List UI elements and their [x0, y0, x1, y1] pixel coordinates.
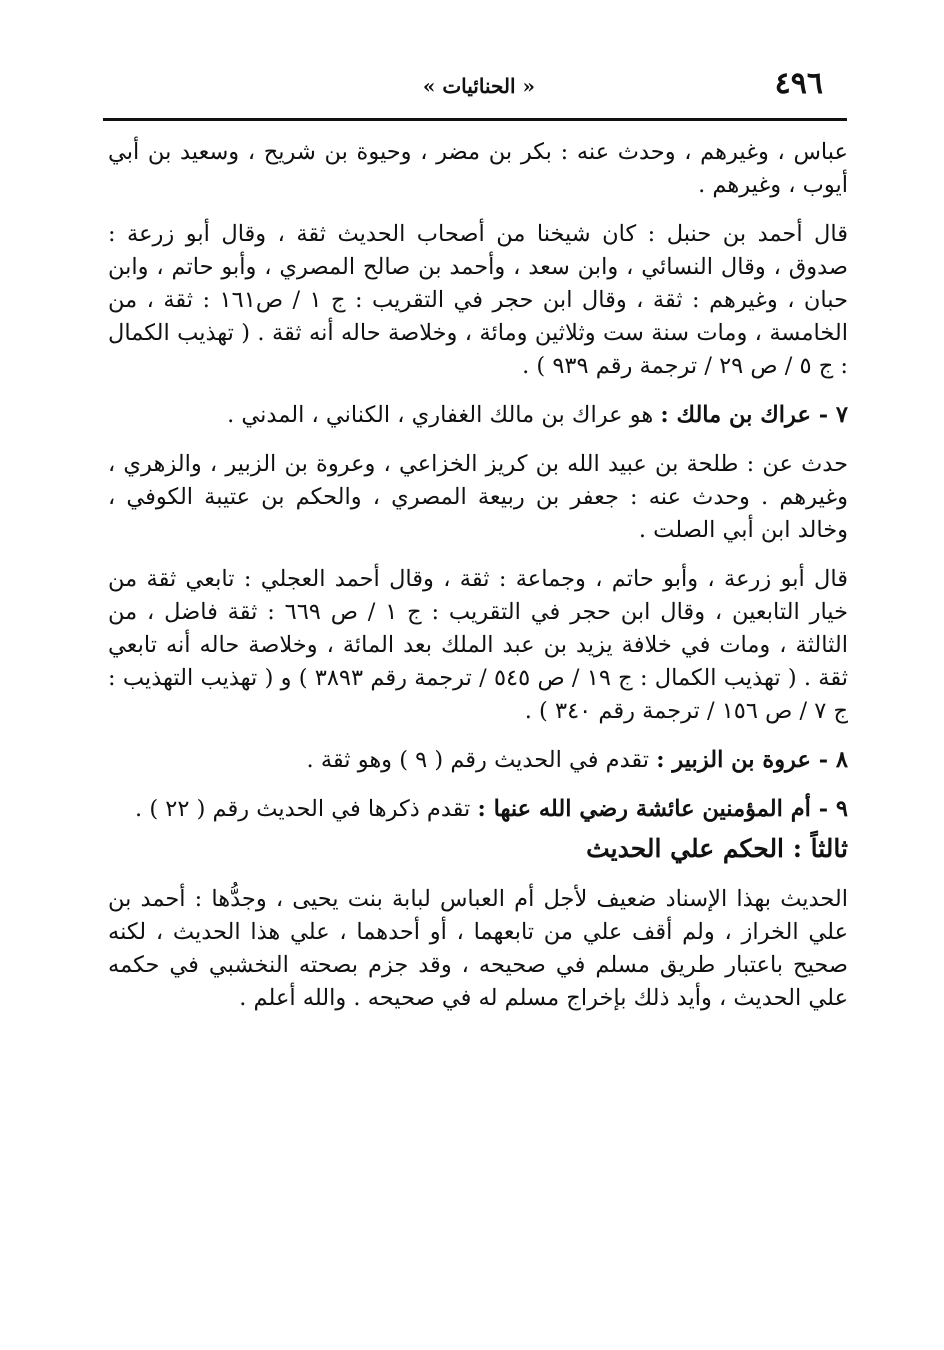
header-rule	[103, 118, 847, 121]
paragraph-2: قال أحمد بن حنبل : كان شيخنا من أصحاب الحديث ثقة ، وقال أبو زرعة : صدوق ، وقال النسائي ، وابن سعد ، وأحمد بن صالح المصري ، وأبو حاتم ، وابن حبان ، وغيرهم : ثقة ، وقال ابن حجر في التقريب : ج ١ / ص١٦١ : ثقة ، من الخامسة ، ومات سنة ست وثلاثين ومائة ، وخلاصة حاله أنه ثقة . ( تهذيب الكمال : ج ٥ / ص ٢٩ / ترجمة رقم ٩٣٩ ) .	[108, 221, 848, 379]
page-header	[103, 66, 845, 106]
narrator-item-7-text: هو عراك بن مالك الغفاري ، الكناني ، المدني .	[227, 402, 654, 428]
page-body	[108, 136, 848, 1031]
narrator-item-9-title: ٩ - أم المؤمنين عائشة رضي الله عنها :	[477, 796, 848, 822]
paragraph-4: قال أبو زرعة ، وأبو حاتم ، وجماعة : ثقة ، وقال أحمد العجلي : تابعي ثقة من خيار التابعين ، وقال ابن حجر في التقريب : ج ١ / ص ٦٦٩ : ثقة فاضل ، من الثالثة ، ومات في خلافة يزيد بن عبد الملك بعد المائة ، وخلاصة حاله أنه تابعي ثقة . ( تهذيب الكمال : ج ١٩ / ص ٥٤٥ / ترجمة رقم ٣٨٩٣ ) و ( تهذيب التهذيب : ج ٧ / ص ١٥٦ / ترجمة رقم ٣٤٠ ) .	[108, 566, 849, 724]
narrator-item-8-text: تقدم في الحديث رقم ( ٩ ) وهو ثقة .	[306, 747, 650, 773]
narrator-item-8-title: ٨ - عروة بن الزبير :	[656, 747, 848, 773]
narrator-item-8	[108, 744, 848, 777]
narrator-item-7	[108, 399, 848, 432]
narrator-item-7-title: ٧ - عراك بن مالك :	[660, 402, 848, 428]
running-title: « الحنائيات »	[422, 74, 535, 98]
paragraph-1: عباس ، وغيرهم ، وحدث عنه : بكر بن مضر ، وحيوة بن شريح ، وسعيد بن أبي أيوب ، وغيرهم .	[108, 139, 848, 198]
paragraph-5: الحديث بهذا الإسناد ضعيف لأجل أم العباس لبابة بنت يحيى ، وجدُّها : أحمد بن علي الخراز ، ولم أقف علي من تابعهما ، أو أحدهما ، علي هذا الحديث ، لكنه صحيح باعتبار طريق مسلم في صحيحه ، وقد جزم بصحته النخشبي في حكمه علي الحديث ، وأيد ذلك بإخراج مسلم له في صحيحه . والله أعلم .	[108, 886, 848, 1011]
page-number: ٤٩٦	[774, 66, 823, 101]
paragraph-3: حدث عن : طلحة بن عبيد الله بن كريز الخزاعي ، وعروة بن الزبير ، والزهري ، وغيرهم . وحدث عنه : جعفر بن ربيعة المصري ، والحكم بن عتيبة الكوفي ، وخالد ابن أبي الصلت .	[108, 451, 848, 543]
narrator-item-9	[108, 793, 848, 826]
section-heading: ثالثاً : الحكم علي الحديث	[586, 834, 848, 863]
narrator-item-9-text: تقدم ذكرها في الحديث رقم ( ٢٢ ) .	[135, 796, 471, 822]
